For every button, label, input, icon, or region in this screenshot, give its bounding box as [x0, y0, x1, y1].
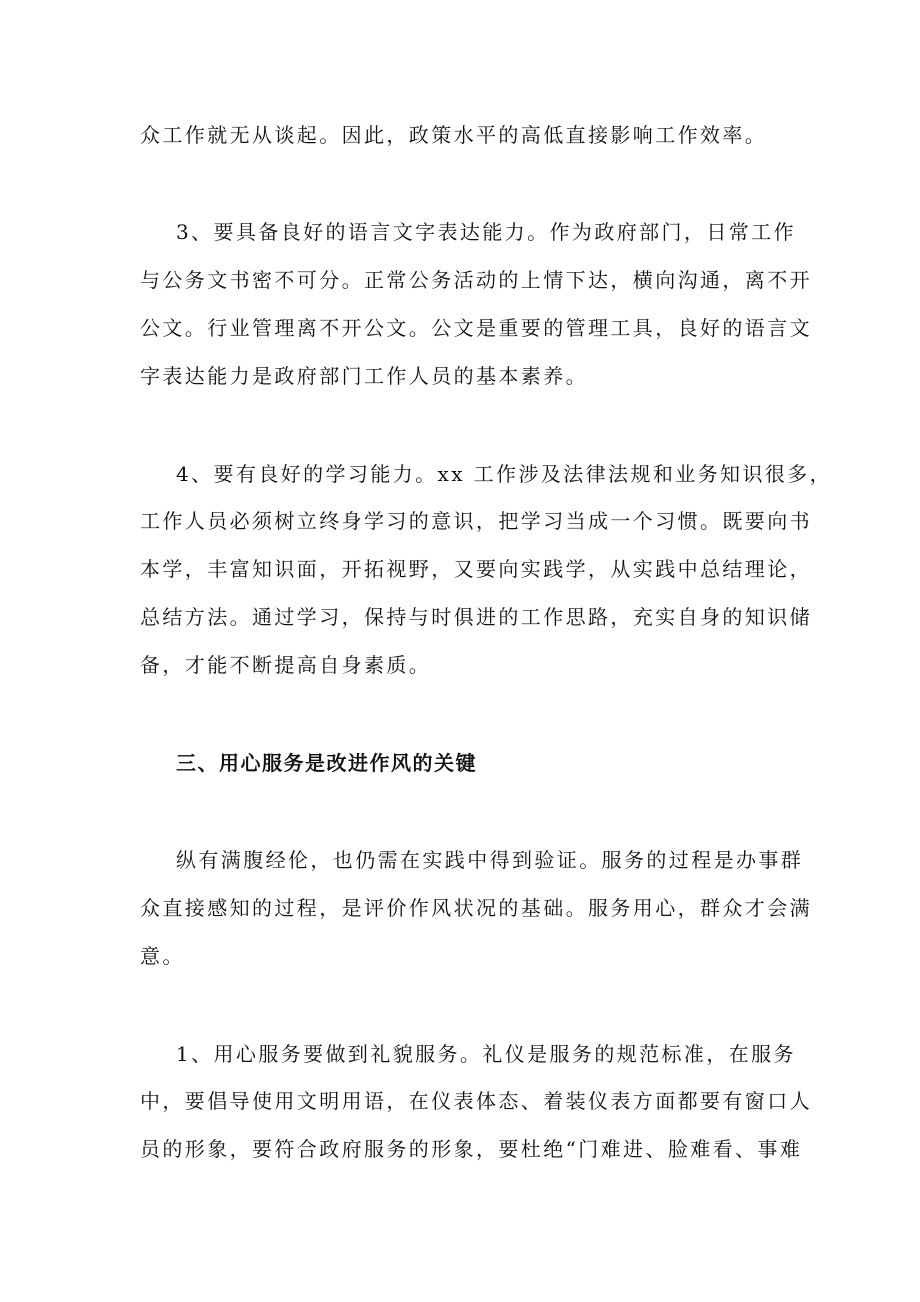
paragraph-line: 中，要倡导使用文明用语，在仪表体态、着装仪表方面都要有窗口人 [140, 1089, 812, 1113]
paragraph-line: 4、要有良好的学习能力。xx 工作涉及法律法规和业务知识很多， [176, 462, 833, 486]
paragraph-line: 意。 [140, 944, 185, 968]
paragraph-line: 公文。行业管理离不开公文。公文是重要的管理工具，良好的语言文 [140, 316, 812, 340]
paragraph-line: 员的形象，要符合政府服务的形象，要杜绝“门难进、脸难看、事难 [140, 1137, 803, 1161]
paragraph-line: 1、用心服务要做到礼貌服务。礼仪是服务的规范标准，在服务 [176, 1042, 796, 1066]
section-heading: 三、用心服务是改进作风的关键 [176, 751, 477, 775]
paragraph-line: 众直接感知的过程，是评价作风状况的基础。服务用心，群众才会满 [140, 896, 812, 920]
paragraph-line: 纵有满腹经伦，也仍需在实践中得到验证。服务的过程是办事群 [176, 848, 804, 872]
paragraph-line: 3、要具备良好的语言文字表达能力。作为政府部门，日常工作 [176, 220, 796, 244]
paragraph-line: 工作人员必须树立终身学习的意识，把学习当成一个习惯。既要向书 [140, 509, 812, 533]
paragraph-line: 备，才能不断提高自身素质。 [140, 653, 432, 677]
paragraph-line: 总结方法。通过学习，保持与时俱进的工作思路，充实自身的知识储 [140, 605, 812, 629]
paragraph-line: 本学，丰富知识面，开拓视野，又要向实践学，从实践中总结理论， [140, 557, 812, 581]
paragraph-line: 字表达能力是政府部门工作人员的基本素养。 [140, 364, 588, 388]
paragraph-line: 众工作就无从谈起。因此，政策水平的高低直接影响工作效率。 [140, 123, 768, 147]
paragraph-line: 与公务文书密不可分。正常公务活动的上情下达，横向沟通，离不开 [140, 268, 812, 292]
